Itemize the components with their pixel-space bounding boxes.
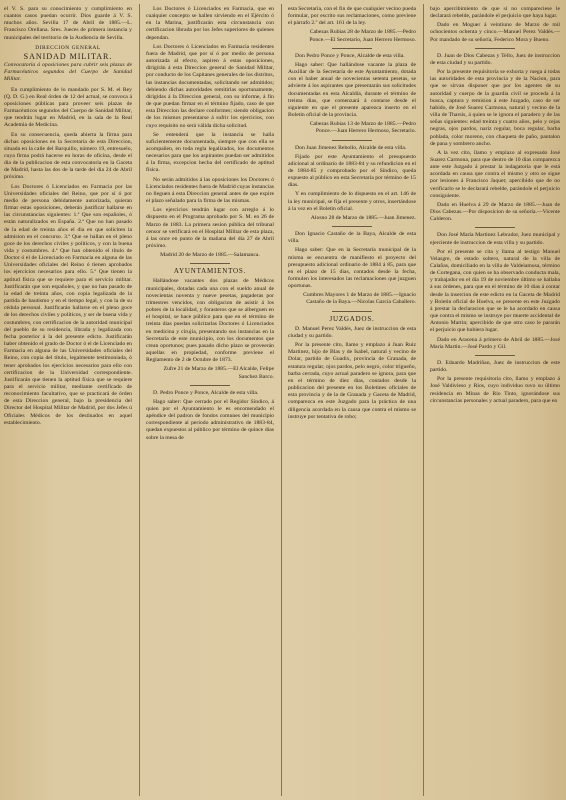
paragraph: En cumplimiento de lo mandado por S. M. el Rey (Q. D. G.) en Real órden de 12 del actual, se convoca á oposiciones públicas para proveer seis plazas de Farmacéuticos segundos del Cuerpo de Sanidad Militar, que tendrán lugar en Madrid, en la sala de la Real Academia de Medicina. xyxy=(4,86,132,129)
paragraph: Los ejercicios tendrán lugar con arreglo á lo dispuesto en el Programa aprobado por S. M. en 26 de Marzo de 1883. La primera sesion pública del tribunal censor se verificará en el Hospital Militar de esta plaza, á las once en punto de la mañana del dia 27 de Abril próximo. xyxy=(146,207,274,249)
separator xyxy=(475,48,515,49)
paragraph: D. Eduardo Madriñan, Juez de instruccion de este partido. xyxy=(430,359,560,374)
paragraph: D. Pedro Ponce y Ponce, Alcalde de esta villa. xyxy=(153,389,259,396)
paragraph: D. Manuel Perez Valdés, Juez de instruccion de esta ciudad y su partido. xyxy=(288,325,416,339)
separator xyxy=(475,227,515,228)
paragraph: Dado en Aracena á primero de Abril de 1885.—José María Martin.—José Pardo y Gil. xyxy=(430,336,560,350)
paragraph: Don Ignacio Castaño de la Baya, Alcalde de esta villa. xyxy=(288,231,416,245)
paragraph: D. Juan de Dios Cabezas y Tello, Juez de instruccion de esta ciudad y su partido. xyxy=(430,52,560,66)
signature: Zufre 21 de Marzo de 1885.—El Alcalde, Felipe Sanchez Barco. xyxy=(163,366,274,380)
paragraph: Dado en Huelva á 29 de Marzo de 1885.—Juan de Dios Cabezas.—Por disposicion de su señoría.—Vicente Calderon. xyxy=(430,201,560,223)
column-3 xyxy=(288,6,416,796)
separator xyxy=(475,355,515,356)
separator xyxy=(332,48,372,49)
paragraph: Se entenderá que la instancia se halla suficientemente documentada, siempre que con ella se acompañen, en toda regla legalizados, los documentos necesarios para que los aspirantes puedan ser admitidos á la firma, excepcion hecha del certificado de aptitud física. xyxy=(146,131,274,174)
separator xyxy=(332,140,372,141)
paragraph: Los Doctores ó Licenciados en Farmacia por las Universidades oficiales del Reino, que por sí ó por medio de persona debidamente autorizada, quieran firmar estas oposiciones, deberán justificar hallarse en las circunstancias siguientes: 1.ª Que son españoles, ó están naturalizados en España. 2.ª Que no han pasado de la edad de treinta años el dia en que soliciten la admision en el concurso. 3.ª Que se hallan en el pleno goce de los derechos civiles y políticos, y con la buena vida y costumbres. 4.ª Que han obtenido el título de Doctor ó el de Licenciado en Farmacia en alguna de las Universidades oficiales del Reino ó tienen aprobados los ejercicios necesarios para ello. 5.ª Que tienen la aptitud física que se requiere para el servicio militar. Justificarán que son españoles, y que no han pasado de la edad de treinta años, con copia legalizada de la partida de bautismo y en el tiempo legal, y con la de su cédula personal. Justificarán hallarse en el pleno goce de los derechos civiles y políticos, y ser de buena vida y costumbres, con certificacion de la autoridad municipal del pueblo de su residencia, librada y legalizada con fecha posterior á la del presente edicto. Justificarán haber obtenido el grado de Doctor ó el de Licenciado en Farmacia en alguna de las Universidades oficiales del Reino, con copia del título, legalmente testimoniada, ó tener aprobados los ejercicios necesarios para ello con certificacion de la Universidad correspondiente. Justificarán que tienen la aptitud física que se requiere para el servicio militar, mediante certificado de reconocimiento facultativo, que se practicará de órden de esta Direccion general, bajo la presidencia del Director del Hospital Militar de Madrid, por dos Jefes ú Oficiales Médicos de los destinados en aquel establecimiento. xyxy=(4,183,132,426)
signature: Cabezas Rubias 28 de Marzo de 1885.—Pedro Ponce.—El Secretario, Juan Herrero Hermoso. xyxy=(309,29,416,43)
signature: Alosno 28 de Marzo de 1885.—Juan Jimenez. xyxy=(310,214,416,221)
column-rule xyxy=(281,4,282,796)
section-title: JUZGADOS. xyxy=(329,314,375,323)
section-title: AYUNTAMIENTOS. xyxy=(173,267,247,276)
separator xyxy=(190,385,230,386)
paragraph: Don José María Martinez Lebrador, Juez municipal y ejerciente de instruccion de esta villa y su partido. xyxy=(430,232,560,246)
dateline: Madrid 20 de Marzo de 1885.—Salamanca. xyxy=(160,252,260,259)
column-4 xyxy=(430,6,560,796)
paragraph: Por el presente se cita y llama al testigo Manuel Velasgre, de estado soltero, natural de la villa de Calañas, domiciliado en la villa de Valdelamusa, término de Cortegana, con quien se ha observado conducta mala, y trabajador en el dia 19 de noviembre último se hallaba á sus órdenes, para que en el término de 10 dias á contar desde la insercion de este edicto en la Gaceta de Madrid y Boletin oficial de Huelva, se presente en este Juzgado á prestar la declaracion que se le ha acordado en causa que contra el mismo se instruye por muerte accidental de Antonio Martin; apercibido de que otro caso le pararán el perjuicio que hubiera lugar. xyxy=(430,248,560,334)
column-rule xyxy=(423,4,424,796)
notice-intro: Convocatoria á oposiciones para cubrir seis plazas de Farmacéuticos segundos del Cuerpo de Sanidad Militar. xyxy=(4,62,132,83)
separator xyxy=(332,311,372,312)
paragraph: el V. S. para su conocimiento y cumplimiento en cuantos casos puedan ocurrir. Dios guarde á V. S. muchos años. Sevilla 17 de Abril de 1885.—L. Francisco Orellana. Sres. Jueces de primera instancia y municipales del territorio de la Audiencia de Sevilla. xyxy=(4,6,132,41)
column-2 xyxy=(146,6,274,796)
paragraph: Hago saber: Que hallándose vacante la plaza de Auxiliar de la Secretaría de este Ayuntamiento, dotada con el haber anual de novecientas setenta pesetas, se advierte á los aspirantes que presentarán sus solicitudes documentadas en esta Alcaldía, durante el término de treinta dias, que comenzará á contarse desde el siguiente en que el presente aparezca inserto en el Boletin oficial de la provincia. xyxy=(288,61,416,119)
paragraph: Por la presente cito, llamo y emplazo á Juan Ruiz Martinez, hijo de Blas y de Isabel, natural y vecino de Dolar, partido de Guadix, provincia de Granada, de estatura regular, ojos pardos, pelo negro, color trigueño, barba cerrada, cuyo actual paradero se ignora, para que en el término de diez dias, contados desde la publicacion del presente en los Boletines oficiales de esta provincia y de la de Granada y Gaceta de Madrid, comparezca en este Juzgado para la práctica de una diligencia acordada en la causa que contra el mismo se instruye por tentativa de robo; xyxy=(288,342,416,420)
paragraph: Por la presente requisitoria cito, llamo y emplazo á José Valdivieso y Rios, cuyo individuo tuvo su último residencia en Minas de Rio Tinto, ignorándose sus circunstancias personales y actual paradero, para que en xyxy=(430,376,560,404)
paragraph: Hallándose vacantes dos plazas de Médicos municipales, dotadas cada una con el sueldo anual de novecientas noventa y nueve pesetas, pagaderas por trimestres vencidos, con obligacion de asistir á los pobres de la localidad, y forasteros que se alberguen en el hospital, se hace público para que en el término de treinta dias puedan solicitarlas Doctores ó Licenciados en medicina y cirujía, presentando sus instancias en la Secretaría de este municipio, con los documentos que crean oportunos; pues pasado dicho plazo se proveerán aquellas en propiedad, conforme previene el Reglamento de 2 de Octubre de 1873. xyxy=(146,278,274,364)
section-title: SANIDAD MILITAR. xyxy=(23,51,113,61)
paragraph: Fijado por este Ayuntamiento el presupuesto adicional al ordinario de 1883-84 y su refundicion en el de 1884-85 y comprobado por el Síndico, queda expuesto al público en esta Secretaría por término de 15 dias. xyxy=(288,153,416,189)
paragraph: Don Pedro Ponce y Ponce, Alcalde de esta villa. xyxy=(295,52,405,59)
signature: Cabezas Rubias 13 de Marzo de 1885.—Pedro Ponce.—Juan Herrero Hermoso, Secretario. xyxy=(309,121,416,135)
signature: Cumbres Mayores 1 de Marzo de 1885.—Ignacio Castaño de la Baya.—Nicolas García Caballero. xyxy=(303,292,416,306)
paragraph: Los Doctores ó Licenciados en Farmacia residentes fuera de Madrid, que por sí ó por medio de persona autorizada al efecto, aspiren á estas oposiciones, dirigirán á esta Direccion general de Sanidad Militar, por conducto de los Capitanes generales de los distritos, las instancias documentadas, solicitando ser admitidos; debiendo dichas autoridades remitirlas oportunamente, dirigidas á la Direccion general, con su informe, á fin de que puedan firmar en el término fijado, caso de que esta Direccion las declare conformes; siendo obligacion de los mismos presentarse á sufrir los ejercicios, con cuyo requisito no será válida dicha solicitud. xyxy=(146,43,274,129)
paragraph: Y en cumplimiento de lo dispuesto en el art. 146 de la ley municipal, se fija el presente y otros, insertándose á la vez en el Boletin oficial. xyxy=(288,191,416,212)
paragraph: Don Juan Jimenez Rebollo, Alcalde de esta villa. xyxy=(295,144,407,151)
separator xyxy=(332,226,372,227)
section-subheading: DIRECCION GENERAL xyxy=(35,44,101,51)
paragraph: Hago saber: Que en la Secretaría municipal de la misma se encuentra de manifiesto el proyecto del presupuesto adicional ordinario de 1884 á 85, para que en el plazo de 15 dias, contados desde la fecha, formulen los interesados las reclamaciones que juzguen oportunas. xyxy=(288,247,416,290)
paragraph: esta Secretaría, con el fin de que cualquier vecino pueda formular, por escrito sus reclamaciones, como previene el párrafo 2.º del art. 161 de la ley. xyxy=(288,6,416,27)
paragraph: En su consecuencia, queda abierta la firma para dichas oposiciones en la Secretaría de esta Direccion, situada en la calle del Barquillo, número 19, entresuelo, cuya firma podrá hacerse en horas de oficina, desde el dia de la publicacion de esta convocatoria en la Gaceta de Madrid, hasta las dos de la tarde del dia 24 de Abril próximo. xyxy=(4,131,132,181)
column-1 xyxy=(4,6,132,796)
paragraph: Dado en Moguer á veintiuno de Marzo de mil ochocientos ochenta y cinco.—Manuel Perez Valdés.—Por mandado de su señoría, Federico Mora y Bueno. xyxy=(430,22,560,43)
paragraph: Por la presente requisitoria se exhorta y ruega á todas las autoridades de esta provincia y de la Nacion, para que se sirvan disponer que por los agentes de su autoridad y cuerpo de la guardia civil se proceda á la busca, captura y remision á este Juzgado, caso de ser habido, de José Suarez Carmona, natural y vecino de la villa de Tharsis, á quien se le ignora el paradero y de las señas siguientes: edad treinta y cuatro años, pelo y cejas negras, ojos pardos, nariz regular, boca regular, barba poblada, color moreno, con chaqueta de paño, pantalon de pana y sombrero ancho. xyxy=(430,69,560,147)
separator xyxy=(190,263,230,264)
paragraph: No serán admitidos á las oposiciones los Doctores ó Licenciados residentes fuera de Madrid cuyas instancias no lleguen á esta Direccion general antes de que expire el plazo señalado para la firma de las mismas. xyxy=(146,176,274,205)
paragraph: Los Doctores ó Licenciados en Farmacia, que en cualquier concepto se hallen sirviendo en el Ejército ó en la Marina, justificarán esta circunstancia con certificacion librada por los Jefes superiores de quienes dependan. xyxy=(146,6,274,41)
paragraph: bajo apercibimiento de que si no compareciese le declarará rebelde, parándole el perjuicio que haya lugar. xyxy=(430,6,560,20)
column-rule xyxy=(139,4,140,796)
paragraph: A la vez cito, llamo y emplazo al expresado José Suarez Carmona, para que dentro de 10 dias comparezca ante este Juzgado á prestar la indagatoria que le está acordada en causa que contra el mismo y otro se sigue por lesiones á Francisco Jaquet; apercibido que de no verificarlo se le declarará rebelde, parándole el perjuicio consiguiente. xyxy=(430,149,560,199)
section-heading xyxy=(4,45,132,60)
paragraph: Hago saber: Que cerrado por el Regidor Síndico, á quien por el Ayuntamiento le es encomendado el apéndice del padron de fondos comunes del municipio correspondiente al periodo administrativo de 1883-84, quedan expuestos al público por término de quince dias sobre la mesa de xyxy=(146,398,274,441)
